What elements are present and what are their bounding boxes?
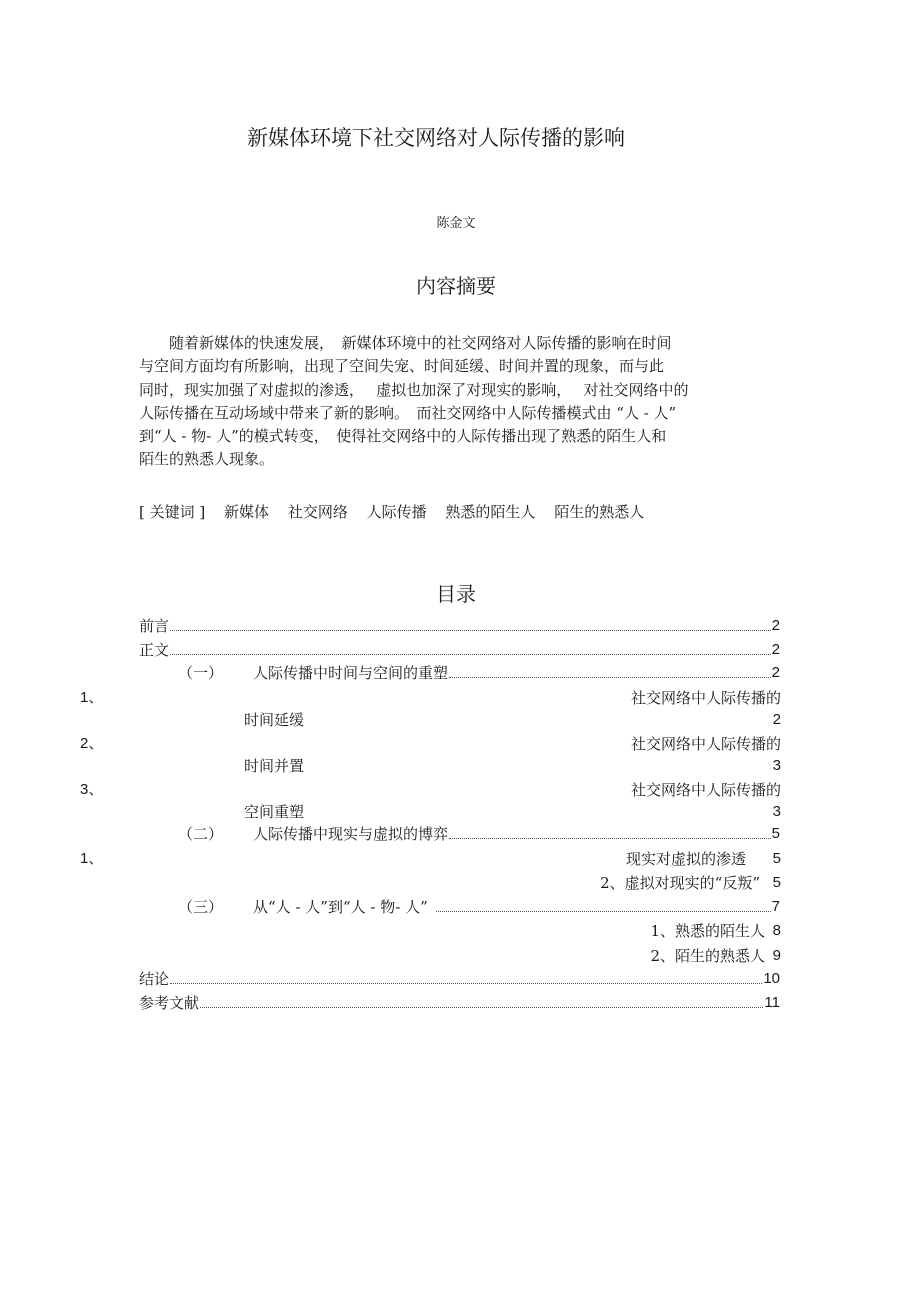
- toc-page: 8: [772, 922, 781, 939]
- toc-heading: 目录: [436, 582, 476, 606]
- toc-entry-body[interactable]: [139, 639, 780, 661]
- toc-entry-1-3-a[interactable]: 社交网络中人际传播的: [630, 781, 781, 799]
- toc-leader: [170, 630, 771, 631]
- toc-entry-section-3[interactable]: [178, 896, 780, 918]
- toc-entry-section-1[interactable]: [178, 662, 780, 684]
- toc-page: 5: [772, 850, 781, 867]
- abstract-body: [139, 332, 779, 472]
- abstract-line: 与空间方面均有所影响，出现了空间失宠、时间延缓、时间并置的现象，而与此: [139, 357, 665, 376]
- toc-leader: [170, 654, 771, 655]
- toc-page: 2: [772, 711, 781, 728]
- toc-leader: [449, 838, 771, 839]
- toc-prefix: （三）: [178, 898, 224, 916]
- toc-page: 2: [771, 641, 780, 658]
- toc-label: 参考文献: [139, 994, 200, 1012]
- toc-entry-2-2[interactable]: 2、虚拟对现实的“反叛”: [600, 874, 760, 892]
- toc-label: 人际传播中现实与虚拟的博弈: [253, 825, 449, 843]
- toc-entry-2-1[interactable]: 现实对虚拟的渗透: [625, 850, 746, 868]
- toc-label: 人际传播中时间与空间的重塑: [253, 664, 449, 682]
- toc-entry-references[interactable]: [139, 992, 780, 1014]
- toc-entry-preface[interactable]: [139, 615, 780, 637]
- keyword: 社交网络: [287, 503, 348, 521]
- abstract-line: 到“人 - 物- 人”的模式转变， 使得社交网络中的人际传播出现了熟悉的陌生人和: [139, 427, 667, 446]
- toc-page: 2: [771, 664, 780, 681]
- abstract-line: 人际传播在互动场域中带来了新的影响。 而社交网络中人际传播模式由 “人 - 人”: [139, 403, 677, 422]
- keywords-label: [ 关键词 ]: [139, 503, 206, 521]
- toc-label: 正文: [139, 641, 170, 659]
- toc-entry-1-1-b[interactable]: 时间延缓: [244, 711, 305, 729]
- toc-entry-section-2[interactable]: [178, 823, 780, 845]
- toc-num: 1、: [80, 850, 104, 867]
- document-title: 新媒体环境下社交网络对人际传播的影响: [247, 126, 625, 150]
- toc-page: 9: [772, 947, 781, 964]
- toc-label: 结论: [139, 970, 170, 988]
- toc-page: 3: [772, 757, 781, 774]
- keyword: 熟悉的陌生人: [445, 503, 536, 521]
- toc-entry-1-3-b[interactable]: 空间重塑: [244, 803, 305, 821]
- toc-page: 11: [764, 994, 780, 1011]
- keyword: 人际传播: [366, 503, 427, 521]
- keyword: 新媒体: [224, 503, 270, 521]
- toc-prefix: （一）: [178, 664, 224, 682]
- toc-num: 2、: [80, 735, 104, 752]
- toc-label: 从“人 - 人”到“人 - 物- 人”: [253, 898, 428, 916]
- toc-entry-1-2-b[interactable]: 时间并置: [244, 757, 305, 775]
- toc-page: 7: [771, 898, 780, 915]
- toc-leader: [436, 911, 771, 912]
- toc-page: 10: [763, 970, 780, 987]
- toc-page: 5: [772, 874, 781, 891]
- author-name: 陈金文: [436, 216, 476, 231]
- abstract-line: 陌生的熟悉人现象。: [139, 450, 275, 469]
- abstract-line: 同时，现实加强了对虚拟的渗透， 虚拟也加深了对现实的影响， 对社交网络中的: [139, 380, 689, 399]
- toc-leader: [449, 677, 771, 678]
- toc-entry-conclusion[interactable]: [139, 968, 780, 990]
- abstract-line: 随着新媒体的快速发展， 新媒体环境中的社交网络对人际传播的影响在时间: [139, 334, 672, 352]
- keywords-line: [139, 501, 658, 522]
- toc-label: 前言: [139, 617, 170, 635]
- toc-page: 5: [771, 825, 780, 842]
- toc-leader: [200, 1007, 763, 1008]
- toc-num: 3、: [80, 781, 104, 798]
- toc-leader: [170, 983, 762, 984]
- toc-entry-1-2-a[interactable]: 社交网络中人际传播的: [630, 735, 781, 753]
- toc-entry-1-1-a[interactable]: 社交网络中人际传播的: [630, 689, 781, 707]
- toc-entry-3-2[interactable]: 2、陌生的熟悉人: [650, 947, 765, 965]
- toc-num: 1、: [80, 689, 104, 706]
- toc-page: 3: [772, 803, 781, 820]
- toc-entry-3-1[interactable]: 1、熟悉的陌生人: [650, 922, 765, 940]
- abstract-heading: 内容摘要: [416, 274, 496, 298]
- keyword: 陌生的熟悉人: [554, 503, 645, 521]
- toc-prefix: （二）: [178, 825, 224, 843]
- toc-page: 2: [771, 617, 780, 634]
